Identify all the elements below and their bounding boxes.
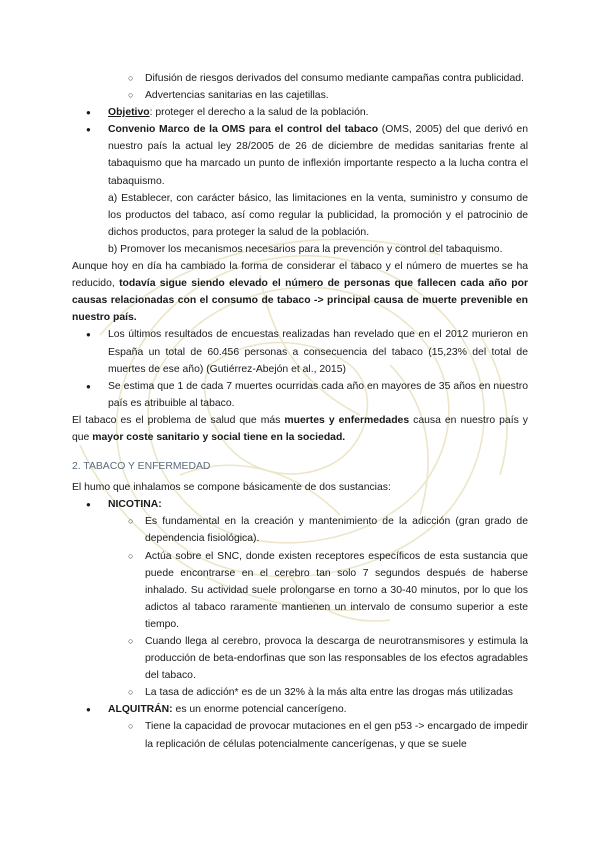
section-heading: 2. TABACO Y ENFERMEDAD: [72, 461, 211, 473]
list-item-text: Difusión de riesgos derivados del consumo mediante campañas contra publicidad.: [145, 73, 524, 84]
problema-text-2: causa en nuestro país y que: [72, 414, 528, 443]
circle-bullet-icon: ○: [128, 73, 134, 83]
alquitran-label: ALQUITRÁN:: [108, 704, 173, 716]
list-item-text: Actúa sobre el SNC, donde existen receptores específicos de esta sustancia que puede encontrarse en el cerebro tan solo 7 segundos después de haberse inhalado. Su actividad suele prolongarse en torno a 30-40 minutos, por lo que los adictos al tabaco raramente mantienen un intervalo de consumo superior a este tiempo.: [145, 550, 528, 630]
list-item-text: Cuando llega al cerebro, provoca la descarga de neurotransmisores y estimula la producción de beta-endorfinas que son las responsables de los efectos agradables del tabaco.: [145, 636, 528, 682]
bullet-icon: ●: [86, 108, 91, 118]
stats-text-a: Los últimos resultados de encuestas realizadas han revelado que en el 2012 murieron en España un total de 60.456 personas a consecuencia del tabaco (15,23% del total de muertes de ese año) (Gutiérrez-Abejón et al., 2015): [108, 329, 528, 375]
list-item: [128, 70, 528, 87]
objetivo-label: Objetivo: [108, 107, 150, 119]
list-item: [86, 378, 528, 412]
stats-text-b: Se estima que 1 de cada 7 muertes ocurridas cada año en mayores de 35 años en nuestro país es atribuible al tabaco.: [108, 380, 528, 409]
circle-bullet-icon: ○: [128, 687, 134, 698]
bullet-icon: ●: [86, 705, 91, 715]
aunque-bold: todavía sigue siendo elevado el número de personas que fallecen cada año por causas relacionadas con el consumo de tabaco -> principal causa de muerte prevenible en nuestro país.: [72, 278, 528, 324]
alquitran-text: es un enorme potencial cancerígeno.: [172, 704, 347, 716]
aunque-text: Aunque hoy en día ha cambiado la forma de considerar el tabaco y el número de muertes se ha reducido,: [72, 261, 528, 290]
problema-bold-1: muertes y enfermedades: [284, 414, 410, 426]
convenio-text: (OMS, 2005) del que derivó en nuestro país la actual ley 28/2005 de 26 de diciembre de medidas sanitarias frente al tabaquismo que ha marcado un punto de inflexión importante respecto a la lucha contra el tabaquismo.: [108, 124, 528, 187]
problema-bold-2: mayor coste sanitario y social tiene en la sociedad.: [92, 431, 346, 443]
bullet-icon: ●: [86, 330, 91, 340]
list-item: [128, 684, 528, 701]
list-item: [86, 326, 528, 377]
list-item-alquitran: [86, 701, 528, 718]
bullet-icon: ●: [86, 500, 91, 510]
bullet-icon: ●: [86, 381, 91, 391]
list-item-text: Advertencias sanitarias en las cajetillas.: [145, 90, 329, 102]
list-item-text: Es fundamental en la creación y mantenimiento de la adicción (gran grado de dependencia fisiológica).: [145, 516, 528, 545]
list-item-nicotina: [86, 496, 528, 513]
list-item-text: Tiene la capacidad de provocar mutaciones en el gen p53 -> encargado de impedir la replicación de células potencialmente cancerígenas, y que se suele: [145, 721, 528, 750]
intro-paragraph: El humo que inhalamos se compone básicamente de dos sustancias:: [72, 482, 391, 494]
list-item-text: La tasa de adicción* es de un 32% à la más alta entre las drogas más utilizadas: [145, 687, 513, 699]
list-item-objetivo: [86, 104, 528, 121]
aunque-paragraph: [72, 258, 528, 326]
circle-bullet-icon: ○: [128, 636, 134, 646]
circle-bullet-icon: ○: [128, 90, 134, 101]
list-item: [128, 87, 528, 104]
spacer: [0, 446, 600, 452]
nicotina-label: NICOTINA:: [108, 499, 162, 511]
list-item: [128, 633, 528, 684]
convenio-point-a: a) Establecer, con carácter básico, las limitaciones en la venta, suministro y consumo de los productos del tabaco, así como regular la publicidad, la promoción y el patrocinio de dichos productos, para proteger la salud de la población.: [108, 192, 528, 238]
convenio-title: Convenio Marco de la OMS para el control del tabaco: [108, 124, 379, 136]
bullet-icon: ●: [86, 125, 91, 135]
circle-bullet-icon: ○: [128, 516, 134, 527]
list-item: [128, 513, 528, 547]
objetivo-text: : proteger el derecho a la salud de la población.: [149, 107, 369, 119]
problema-paragraph: [72, 412, 528, 446]
document-content: [0, 70, 600, 753]
problema-text-1: El tabaco es el problema de salud que más: [72, 414, 285, 426]
circle-bullet-icon: ○: [128, 721, 134, 732]
convenio-point-b: b) Promover los mecanismos necesarios para la prevención y control del tabaquismo.: [108, 243, 503, 255]
circle-bullet-icon: ○: [128, 550, 134, 561]
list-item: [128, 718, 528, 752]
list-item: [128, 548, 528, 633]
list-item-convenio: [86, 121, 528, 189]
